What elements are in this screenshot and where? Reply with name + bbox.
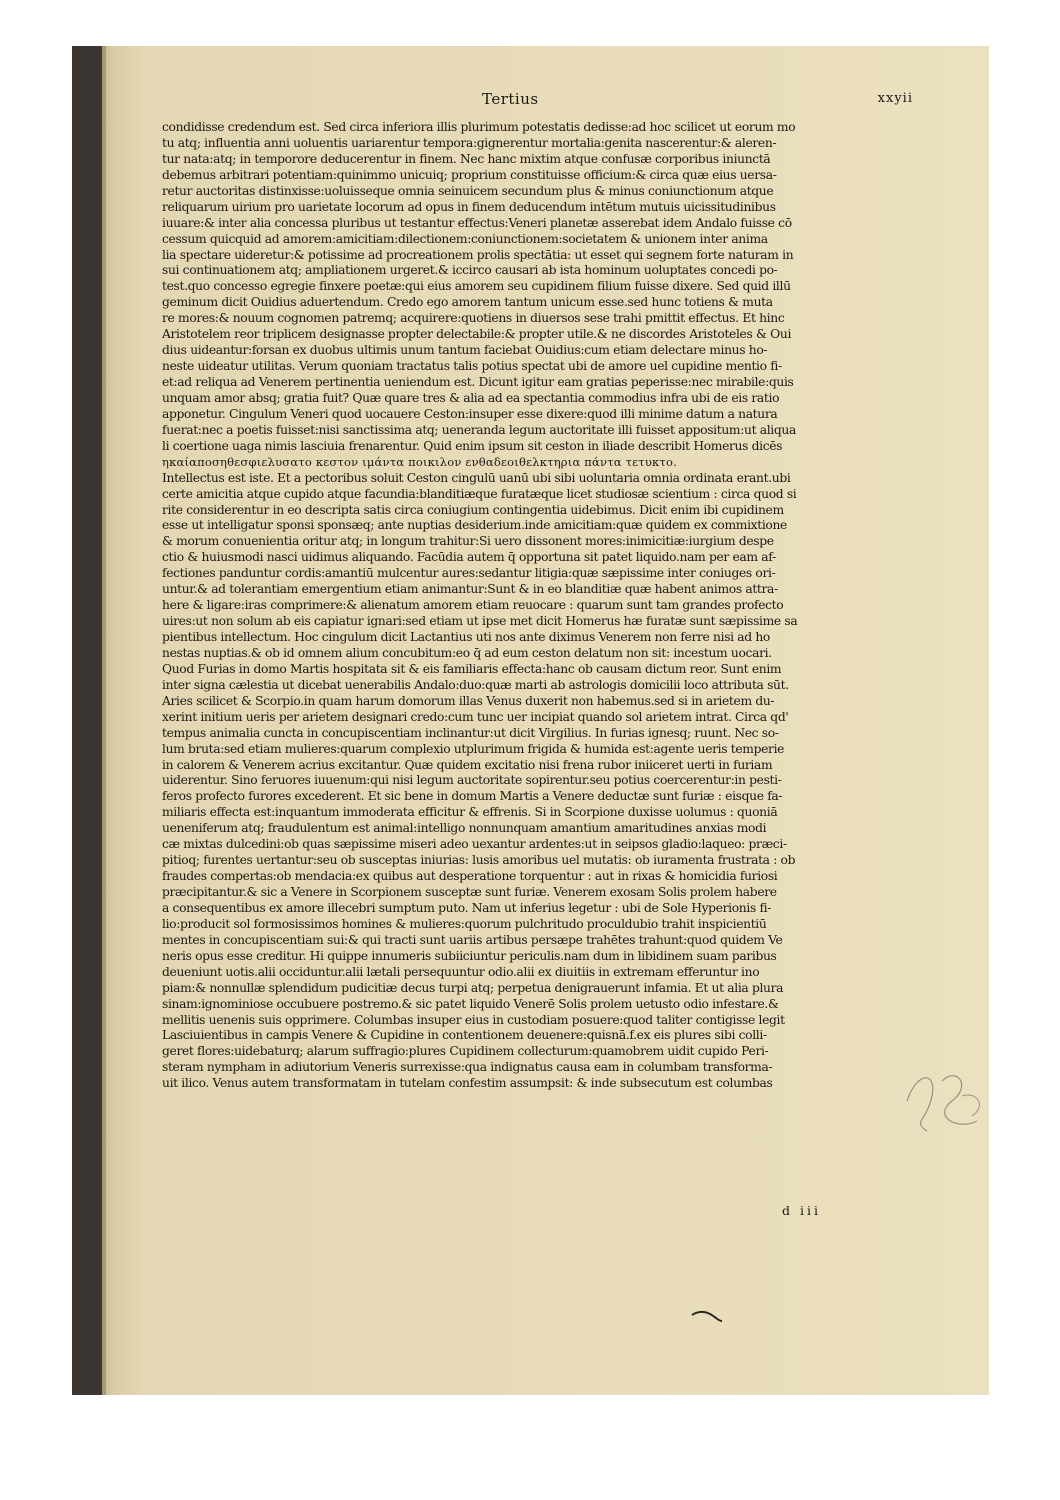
body-text bbox=[162, 120, 862, 1092]
text-line: feros profecto furores excederent. Et sic bene in domum Martis a Venere deductæ sunt furiæ : eisque fa- bbox=[162, 789, 783, 804]
text-line: uiderentur. Sino feruores iuuenum:qui nisi legum auctoritate sopirentur.seu potius coercerentur:in pesti- bbox=[162, 773, 782, 788]
text-line: sinam:ignominiose occubuere postremo.& sic patet liquido Venerē Solis prolem uetusto odio infestare.& bbox=[162, 996, 779, 1011]
text-line: geminum dicit Ouidius aduertendum. Credo ego amorem tantum unicum esse.sed hunc totiens & muta bbox=[162, 295, 773, 310]
marginal-scribble bbox=[897, 1061, 989, 1141]
text-line: ueneniferum atq; fraudulentum est animal:intelligo nonnunquam amantium amaritudines anxias modi bbox=[162, 821, 767, 836]
text-line: here & ligare:iras comprimere:& alienatum amorem etiam reuocare : quarum sunt tam grandes profecto bbox=[162, 598, 784, 613]
text-line: geret flores:uidebaturq; alarum suffragio:plures Cupidinem collecturum:quamobrem uidit cupido Peri- bbox=[162, 1044, 769, 1059]
text-line: uires:ut non solum ab eis capiatur ignari:sed etiam ut ipse met dicit Homerus hæ furatæ sunt sæpissime sa bbox=[162, 614, 798, 629]
text-line: ctio & huiusmodi nasci uidimus aliquando. Facūdia autem q̄ opportuna sit patet liquido.nam per eam af- bbox=[162, 550, 776, 565]
text-line: dius uideantur:forsan ex duobus ultimis unum tantum faciebat Ouidius:cum etiam delectare minus ho- bbox=[162, 343, 768, 358]
text-line: steram nympham in adiutorium Veneris surrexisse:qua indignatus causa eam in columbam transforma- bbox=[162, 1060, 773, 1075]
text-line: neste uideatur utilitas. Verum quoniam tractatus talis potius spectat ubi de amore uel cupidine mentio fi- bbox=[162, 359, 782, 374]
text-line: tur nata:atq; in temporore deducerentur in finem. Nec hanc mixtim atque confusæ corporibus iniunctā bbox=[162, 151, 771, 166]
text-line: Intellectus est iste. Et a pectoribus soluit Ceston cingulū uanū ubi sibi uoluntaria omnia ordinata erant.ubi bbox=[162, 470, 791, 485]
text-line: reliquarum uirium pro uarietate locorum ad opus in finem deducendum intētum mutuis uicissitudinibus bbox=[162, 199, 776, 214]
text-line: et:ad reliqua ad Venerem pertinentia ueniendum est. Dicunt igitur eam gratias peperisse:nec mirabile:quis bbox=[162, 375, 794, 389]
text-line: mentes in concupiscentiam sui:& qui tracti sunt uariis artibus persæpe trahētes trahunt:quod quidem Ve bbox=[162, 932, 783, 947]
text-line: certe amicitia atque cupido atque facundia:blanditiæque furatæque licet studiosæ scientium : circa quod si bbox=[162, 486, 797, 501]
text-line: lio:producit sol formosissimos homines & mulieres:quorum pulchritudo proculdubio trahit inspicientiū bbox=[162, 916, 767, 931]
text-line: rite considerentur in eo descripta satis circa coniugium contingentia uidebimus. Dicit enim ibi cupidinem bbox=[162, 502, 784, 517]
text-line: esse ut intelligatur sponsi sponsæq; ante nuptias desiderium.inde amicitiam:quæ quidem ex commixtione bbox=[162, 518, 787, 533]
text-line: inter signa cælestia ut dicebat uenerabilis Andalo:duo:quæ marti ab astrologis domicilii loco attributa sūt. bbox=[162, 677, 789, 692]
text-line: sui continuationem atq; ampliationem urgeret.& iccirco causari ab ista hominum uoluptates concedi po- bbox=[162, 263, 778, 278]
text-line: in calorem & Venerem acrius excitantur. Quæ quidem excitatio nisi frena rubor iniiceret uerti in furiam bbox=[162, 757, 773, 772]
paper-leaf bbox=[102, 46, 989, 1395]
text-line: condidisse credendum est. Sed circa inferiora illis plurimum potestatis dedisse:ad hoc scilicet ut eorum mo bbox=[162, 120, 796, 134]
text-line: fectiones panduntur cordis:amantiū mulcentur aures:sedantur litigia:quæ sæpissime inter coniuges ori- bbox=[162, 566, 776, 581]
text-line: nestas nuptias.& ob id omnem alium concubitum:eo q̄ ad eum ceston delatum non sit: incestum uocari. bbox=[162, 645, 772, 660]
text-line: Aries scilicet & Scorpio.in quam harum domorum illas Venus duxerit non habemus.sed si in arietem du- bbox=[162, 693, 775, 708]
text-line: untur.& ad tolerantiam emergentium etiam animantur:Sunt & in eo blanditiæ quæ habent animos attra- bbox=[162, 582, 778, 597]
text-line: piam:& nonnullæ splendidum pudicitiæ decus turpi atq; perpetua denigrauerunt infamia. Et ut alia plura bbox=[162, 980, 784, 995]
text-line: tu atq; influentia anni uoluentis uariarentur tempora:gignerentur mortalia:genita nascerentur:& aleren- bbox=[162, 135, 777, 150]
text-line: unquam amor absq; gratia fuit? Quæ quare tres & alia ad ea spectantia commodius infra ubi de eis ratio bbox=[162, 390, 780, 405]
text-line: mellitis uenenis suis opprimere. Columbas insuper eius in custodiam posuere:quod taliter contigisse legit bbox=[162, 1012, 785, 1027]
text-line: xerint initium ueris per arietem designari credo:cum tunc uer incipiat quando sol arietem intrat. Circa qd' bbox=[162, 709, 789, 724]
text-line: debemus arbitrari potentiam:quinimmo unicuiq; proprium constituisse officium:& circa quæ eius uersa- bbox=[162, 167, 777, 182]
running-head bbox=[102, 90, 989, 112]
text-line: cessum quicquid ad amorem:amicitiam:dilectionem:coniunctionem:societatem & unionem inter anima bbox=[162, 231, 768, 246]
text-line: cæ mixtas dulcedini:ob quas sæpissime miseri adeo uexantur ardentes:ut in seipsos gladio:laqueo: præci- bbox=[162, 837, 787, 852]
text-line: uit ilico. Venus autem transformatam in tutelam confestim assumpsit: & inde subsecutum est columbas bbox=[162, 1076, 773, 1091]
text-line: re mores:& nouum cognomen patremq; acquirere:quotiens in diuersos sese trahi pmittit effectus. Et hinc bbox=[162, 311, 785, 326]
text-line: pientibus intellectum. Hoc cingulum dicit Lactantius uti nos ante diximus Venerem non ferre nisi ad ho bbox=[162, 630, 770, 644]
text-line: test.quo concesso egregie finxere poetæ:qui eius amorem seu cupidinem filium fuisse dixere. Sed quid illū bbox=[162, 279, 791, 294]
text-line: neris opus esse creditur. Hi quippe innumeris subiiciuntur periculis.nam dum in libidinem suam paribus bbox=[162, 948, 777, 963]
text-line: Quod Furias in domo Martis hospitata sit & eis familiaris effecta:hanc ob causam dictum reor. Sunt enim bbox=[162, 661, 782, 676]
text-line: tempus animalia cuncta in concupiscentiam inclinantur:ut dicit Virgilius. In furias ignesq; ruunt. Nec so- bbox=[162, 725, 779, 740]
text-line: Aristotelem reor triplicem designasse propter delectabile:& propter utile.& ne discordes Aristoteles & Oui bbox=[162, 327, 792, 342]
running-title: Tertius bbox=[482, 90, 539, 108]
signature-line bbox=[102, 1203, 989, 1221]
scanned-page bbox=[72, 46, 989, 1395]
text-line: pitioq; furentes uertantur:seu ob susceptas iniurias: lusis amoribus uel mutatis: ob iuramenta frustrata : ob bbox=[162, 853, 796, 868]
text-line: lia spectare uideretur:& potissime ad procreationem prolis spectātia: ut esset qui segnem forte naturam in bbox=[162, 247, 794, 262]
text-line: iuuare:& inter alia concessa pluribus ut testantur effectus:Veneri planetæ asserebat idem Andalo fuisse cō bbox=[162, 215, 792, 230]
signature-mark: d iii bbox=[782, 1203, 821, 1218]
text-line: li coertione uaga nimis lasciuia frenarentur. Quid enim ipsum sit ceston in iliade describit Homerus dicēs bbox=[162, 438, 783, 453]
text-line: deueniunt uotis.alii occiduntur.alii lætali persequuntur odio.alii ex diuitiis in extremam efferuntur ino bbox=[162, 964, 760, 979]
text-line: miliaris effecta est:inquantum immoderata efficitur & effrenis. Si in Scorpione duxisse uolumus : quoniā bbox=[162, 805, 778, 820]
text-line: & morum conuenientia oritur atq; in longum trahitur:Si uero dissonent mores:inimicitiæ:iurgium despe bbox=[162, 534, 774, 549]
text-line: apponetur. Cingulum Veneri quod uocauere Ceston:insuper esse dixere:quod illi minime datum a natura bbox=[162, 406, 778, 421]
text-line: a consequentibus ex amore illecebri sumptum puto. Nam ut inferius legetur : ubi de Sole Hyperionis fi- bbox=[162, 900, 772, 915]
folio-number: xxyii bbox=[877, 91, 913, 106]
stray-ink-mark bbox=[690, 1309, 724, 1323]
text-line: retur auctoritas distinxisse:uoluisseque omnia seinuicem secundum plus & minus coniunctionum atque bbox=[162, 183, 774, 198]
text-line: ηκαίαποσηθεσφιελυσατο κεστον ιμάντα ποικιλον ενθαδεοιθελκτηρια πάντα τετυκτο. bbox=[162, 454, 677, 469]
text-line: præcipitantur.& sic a Venere in Scorpionem susceptæ sunt furiæ. Venerem exosam Solis prolem habere bbox=[162, 885, 777, 899]
text-line: fuerat:nec a poetis fuisset:nisi sanctissima atq; ueneranda legum auctoritate illi fuisset appositum:ut aliqua bbox=[162, 422, 796, 437]
text-line: lum bruta:sed etiam mulieres:quarum complexio utplurimum frigida & humida est:agente ueris temperie bbox=[162, 741, 785, 756]
text-line: Lasciuientibus in campis Venere & Cupidine in contentionem deuenere:quisnā.f.ex eis plures sibi colli- bbox=[162, 1028, 767, 1043]
gutter-shadow bbox=[102, 46, 106, 1395]
text-line: fraudes compertas:ob mendacia:ex quibus aut desperatione torquentur : aut in rixas & homicidia furiosi bbox=[162, 869, 778, 884]
